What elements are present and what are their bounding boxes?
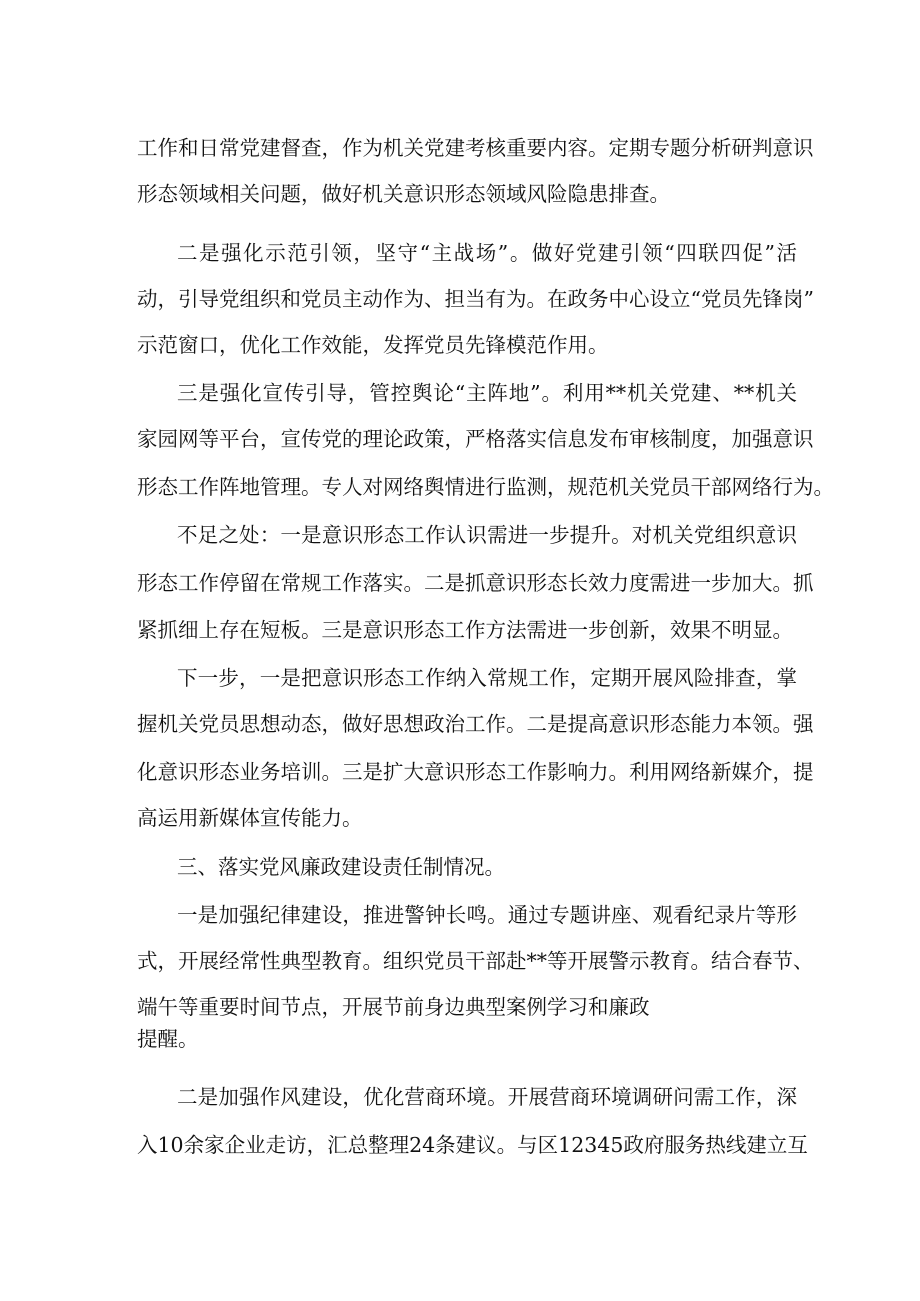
section-heading: 三、落实党风廉政建设责任制情况。 xyxy=(177,855,505,879)
body-line: 握机关党员思想动态，做好思想政治工作。二是提高意识形态能力本领。强 xyxy=(137,712,814,736)
paragraph-first-line: 下一步，一是把意识形态工作纳入常规工作，定期开展风险排查，掌 xyxy=(177,666,797,690)
body-line: 形态工作阵地管理。专人对网络舆情进行监测，规范机关党员干部网络行为。 xyxy=(137,475,834,499)
paragraph-first-line: 一是加强纪律建设，推进警钟长鸣。通过专题讲座、观看纪录片等形 xyxy=(177,903,797,927)
body-line: 端午等重要时间节点，开展节前身边典型案例学习和廉政 xyxy=(137,995,650,1019)
body-line: 式，开展经常性典型教育。组织党员干部赴**等开展警示教育。结合春节、 xyxy=(137,949,814,973)
body-line: 入10余家企业走访，汇总整理24条建议。与区12345政府服务热线建立互 xyxy=(137,1133,808,1157)
body-line: 形态工作停留在常规工作落实。二是抓意识形态长效力度需进一步加大。抓 xyxy=(137,571,814,595)
body-line: 紧抓细上存在短板。三是意识形态工作方法需进一步创新，效果不明显。 xyxy=(137,618,793,642)
body-line: 家园网等平台，宣传党的理论政策，严格落实信息发布审核制度，加强意识 xyxy=(137,427,814,451)
body-line: 示范窗口，优化工作效能，发挥党员先锋模范作用。 xyxy=(137,333,609,357)
paragraph-first-line: 三是强化宣传引导，管控舆论“主阵地”。利用**机关党建、**机关 xyxy=(177,381,797,405)
body-line: 形态领域相关问题，做好机关意识形态领域风险隐患排查。 xyxy=(137,182,670,206)
body-line: 动，引导党组织和党员主动作为、担当有为。在政务中心设立“党员先锋岗” xyxy=(137,287,814,311)
paragraph-first-line: 二是加强作风建设，优化营商环境。开展营商环境调研问需工作，深 xyxy=(177,1085,797,1109)
paragraph-first-line: 不足之处：一是意识形态工作认识需进一步提升。对机关党组织意识 xyxy=(177,523,797,547)
body-line: 化意识形态业务培训。三是扩大意识形态工作影响力。利用网络新媒介，提 xyxy=(137,760,814,784)
body-line: 提醒。 xyxy=(137,1027,199,1051)
paragraph-first-line: 二是强化示范引领，坚守“主战场”。做好党建引领“四联四促”活 xyxy=(177,241,797,265)
body-line: 工作和日常党建督查，作为机关党建考核重要内容。定期专题分析研判意识 xyxy=(137,136,814,160)
body-line: 高运用新媒体宣传能力。 xyxy=(137,806,363,830)
